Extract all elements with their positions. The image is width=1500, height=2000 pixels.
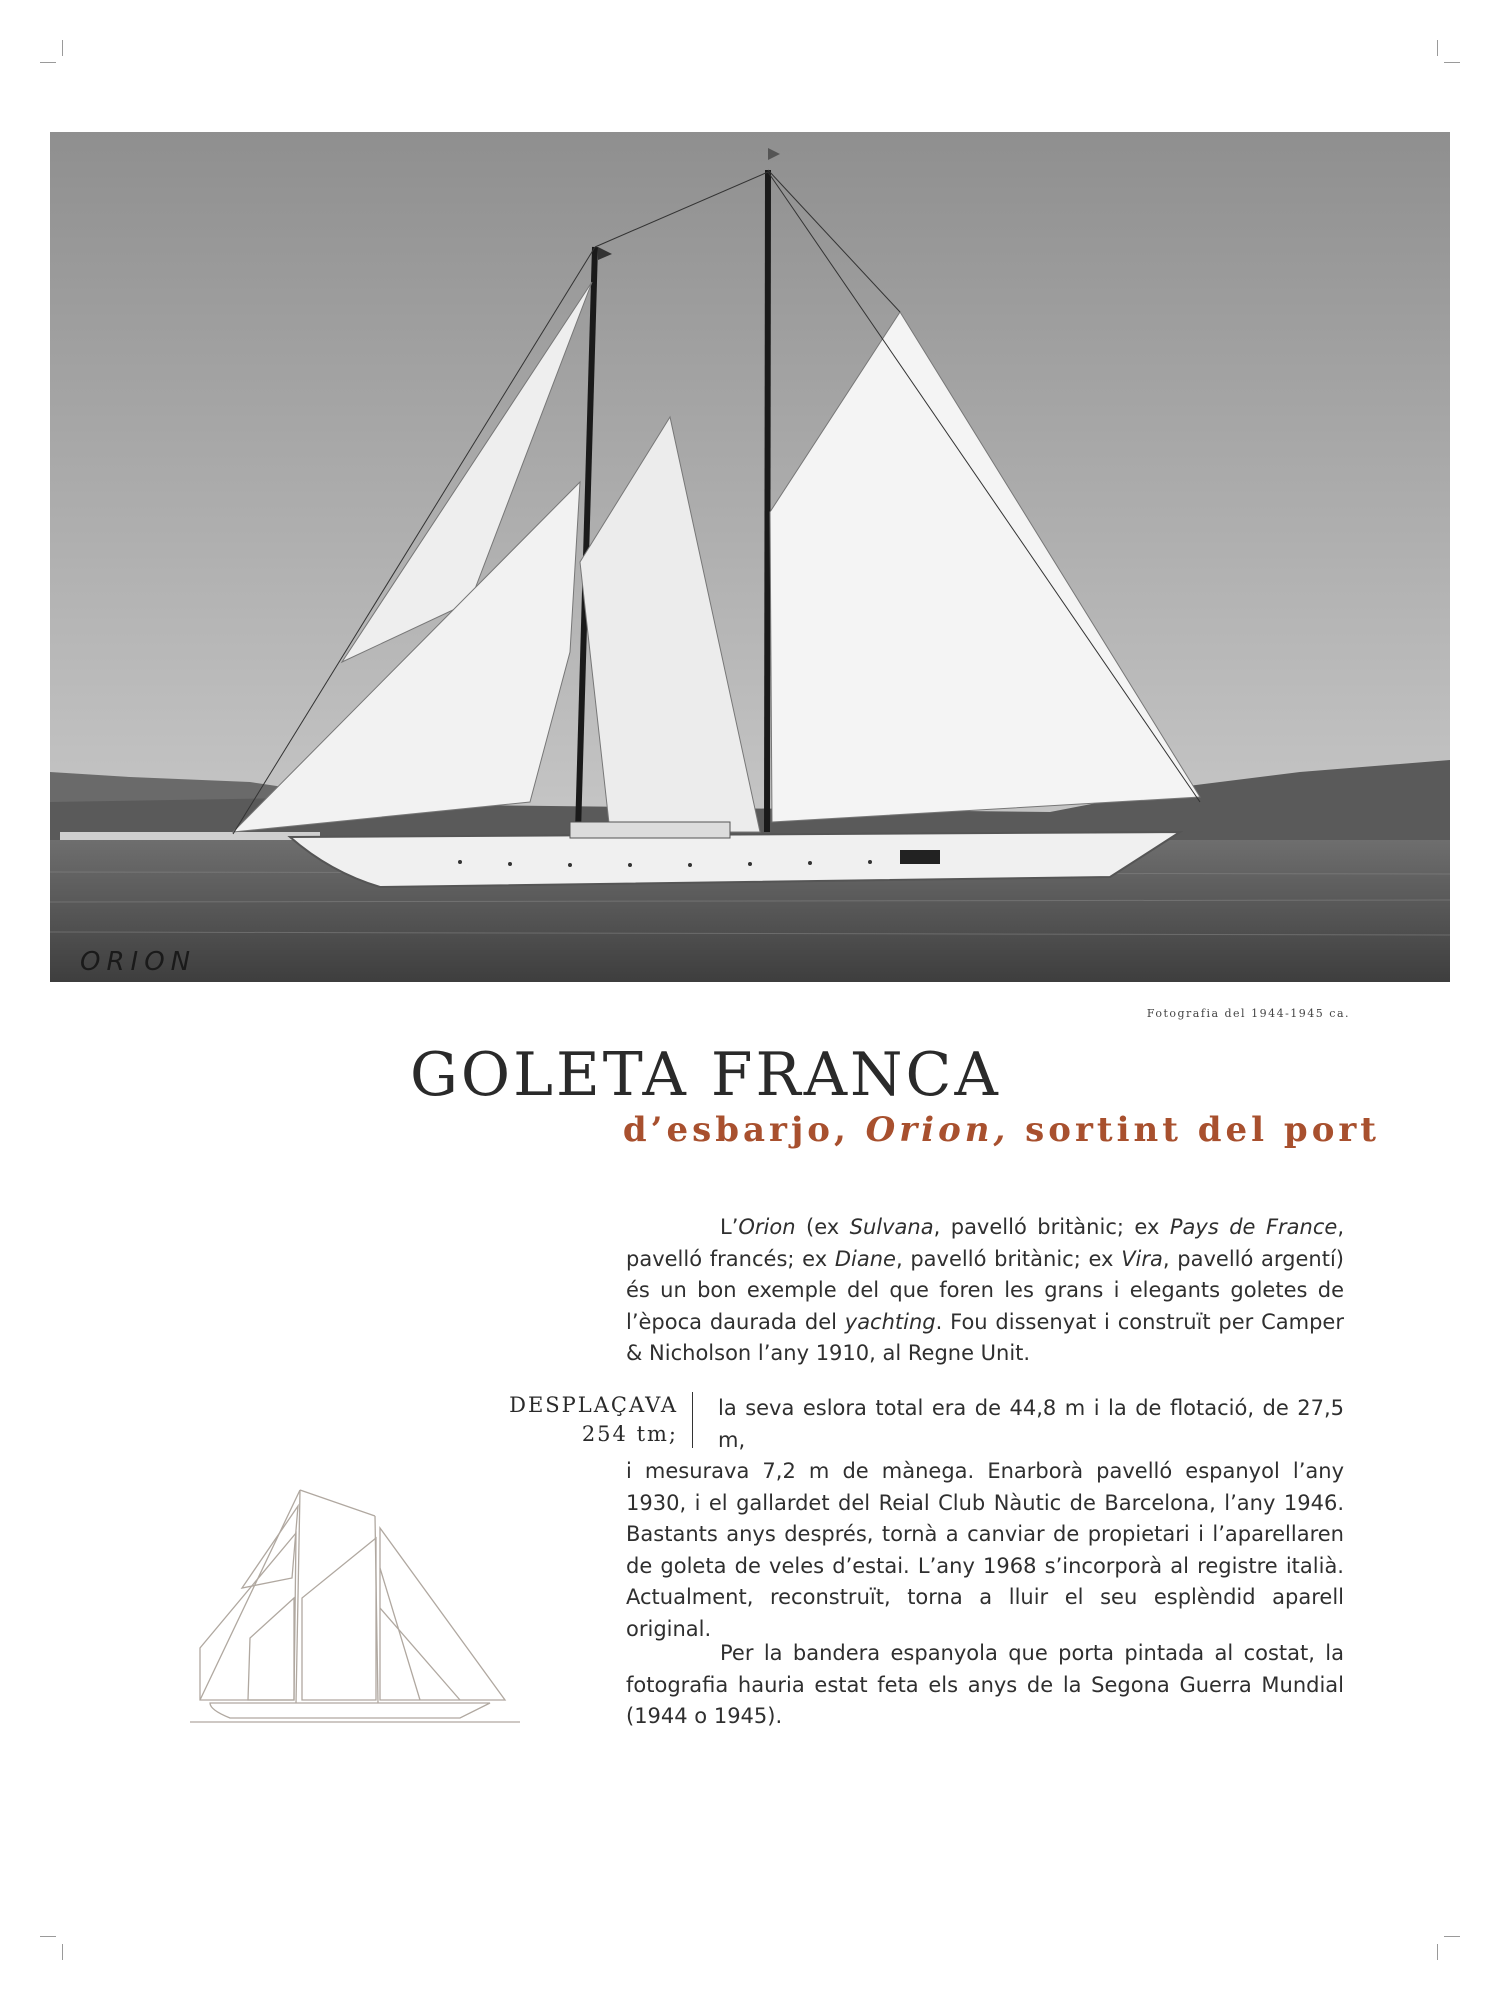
sidenote-line2: 254 tm; — [581, 1422, 678, 1446]
schooner-photograph — [50, 132, 1450, 982]
italic-term: Sulvana — [849, 1215, 934, 1239]
crop-mark-tl-v — [62, 40, 63, 56]
paragraph-history — [626, 1393, 1344, 1645]
subtitle-pre: d’esbarjo, — [622, 1110, 866, 1150]
crop-mark-bl-v — [62, 1944, 63, 1960]
crop-mark-br-v — [1437, 1944, 1438, 1960]
text-run: , pavelló britànic; ex — [933, 1215, 1170, 1239]
text-run: . Fou dissenyat i construït per Camper & Nicholson l’any 1910, al Regne Unit. — [626, 1309, 1344, 1365]
photo-caption: Fotografia del 1944-1945 ca. — [1146, 1007, 1350, 1020]
italic-term: Orion — [738, 1215, 796, 1239]
paragraph-flag-note: Per la bandera espanyola que porta pintada al costat, la fotografia hauria estat feta els anys de la Segona Guerra Mundial (1944 o 1945). — [626, 1641, 1344, 1728]
text-run: (ex — [795, 1215, 850, 1239]
page-subtitle — [600, 1110, 1380, 1150]
crop-mark-bl-h — [40, 1936, 56, 1937]
schooner-line-drawing — [190, 1478, 520, 1728]
italic-term: Pays de France — [1169, 1215, 1338, 1239]
subtitle-ship-name: Orion, — [865, 1110, 1010, 1150]
handwritten-orion-label: ORION — [80, 947, 197, 977]
crop-mark-br-h — [1444, 1936, 1460, 1937]
italic-term: Vira — [1121, 1246, 1163, 1271]
paragraph-history-rest: i mesurava 7,2 m de mànega. Enarborà pavelló espanyol l’any 1930, i el gallardet del Reial Club Nàutic de Barcelona, l’any 1946. Bastants anys després, tornà a canviar de propietari i l’aparellaren de goleta de veles d’estai. L’any 1968 s’incorporà al registre italià. Actualment, reconstruït, torna a lluir el seu esplèndid aparell original. — [626, 1459, 1344, 1641]
subtitle-post: sortint del port — [1009, 1110, 1380, 1150]
paragraph-history-first-line: la seva eslora total era de 44,8 m i la de flotació, de 27,5 m, — [718, 1396, 1344, 1452]
text-run: , pavelló britànic; ex — [895, 1246, 1122, 1271]
italic-term: Diane — [834, 1246, 896, 1271]
crop-mark-tr-h — [1444, 62, 1460, 63]
crop-mark-tr-v — [1437, 40, 1438, 56]
page-title: GOLETA FRANCA — [410, 1040, 1001, 1110]
italic-term: yachting — [844, 1309, 936, 1334]
paragraph-intro — [626, 1212, 1344, 1370]
text-run: L’ — [720, 1215, 739, 1239]
crop-mark-tl-h — [40, 62, 56, 63]
text-run: , pavelló francés; ex — [626, 1215, 1344, 1271]
text-run: , pavelló argentí) és un bon exemple del que foren les grans i elegants goletes de l’època daurada del — [626, 1246, 1344, 1334]
sidenote-line1: DESPLAÇAVA — [509, 1393, 678, 1417]
